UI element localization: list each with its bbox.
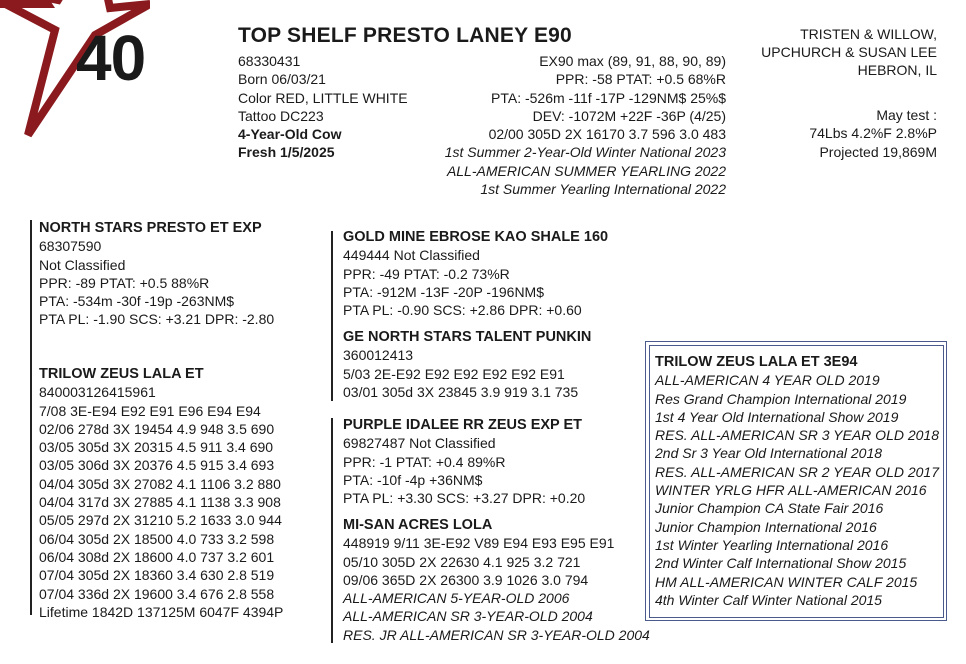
awards-content [655, 353, 939, 609]
dam-sire-name: PURPLE IDALEE RR ZEUS EXP ET [343, 417, 583, 433]
animal-name: TOP SHELF PRESTO LANEY E90 [238, 24, 572, 47]
dam-line: 04/04 305d 3X 27082 4.1 1106 3.2 880 [39, 475, 281, 492]
sire-dam-line: 360012413 [343, 347, 414, 364]
owner-line: UPCHURCH & SUSAN LEE [761, 44, 937, 60]
award-item: WINTER YRLG HFR ALL-AMERICAN 2016 [655, 482, 927, 499]
award-item: 2nd Winter Calf International Show 2015 [655, 555, 907, 572]
dam-section [39, 365, 283, 621]
dam-name: TRILOW ZEUS LALA ET [39, 366, 204, 382]
award-line: ALL-AMERICAN SUMMER YEARLING 2022 [446, 162, 726, 179]
animal-details [238, 52, 408, 162]
test-label: May test : [876, 107, 937, 123]
sire-line: Not Classified [39, 256, 126, 273]
sire-dam-section [343, 328, 591, 401]
sire-sire-line: PTA PL: -0.90 SCS: +2.86 DPR: +0.60 [343, 302, 582, 319]
sire-sire-line: PTA: -912M -13F -20P -196NM$ [343, 283, 545, 300]
dam-line: 07/04 336d 2X 19600 3.4 676 2.8 558 [39, 585, 275, 602]
dam-dam-award: ALL-AMERICAN SR 3-YEAR-OLD 2004 [343, 608, 593, 625]
sire-line: PTA: -534m -30f -19p -263NM$ [39, 293, 235, 310]
award-item: ALL-AMERICAN 4 YEAR OLD 2019 [655, 372, 880, 389]
sire-name: NORTH STARS PRESTO ET EXP [39, 220, 262, 236]
classification: EX90 max (89, 91, 88, 90, 89) [539, 53, 726, 69]
award-item: 1st Winter Yearling International 2016 [655, 536, 889, 553]
dam-dam-line: 05/10 305D 2X 22630 4.1 925 3.2 721 [343, 553, 581, 570]
award-item: 4th Winter Calf Winter National 2015 [655, 591, 882, 608]
dam-sire-line: PTA: -10f -4p +36NM$ [343, 471, 483, 488]
pedigree-line-sire [331, 231, 333, 401]
dam-line: 02/06 278d 3X 19454 4.9 948 3.5 690 [39, 420, 275, 437]
dev-line: DEV: -1072M +22F -36P (4/25) [532, 107, 726, 124]
dam-dam-award: RES. JR ALL-AMERICAN SR 3-YEAR-OLD 2004 [343, 626, 650, 643]
record-line: 02/00 305D 2X 16170 3.7 596 3.0 483 [488, 126, 726, 143]
award-item: RES. ALL-AMERICAN SR 2 YEAR OLD 2017 [655, 463, 939, 480]
award-item: Res Grand Champion International 2019 [655, 390, 907, 407]
dam-dam-line: 09/06 365D 2X 26300 3.9 1026 3.0 794 [343, 571, 589, 588]
award-line: 1st Summer Yearling International 2022 [480, 181, 726, 198]
sire-section [39, 219, 274, 329]
dam-dam-name: MI-SAN ACRES LOLA [343, 517, 493, 533]
award-line: 1st Summer 2-Year-Old Winter National 2023 [444, 144, 726, 161]
sire-dam-name: GE NORTH STARS TALENT PUNKIN [343, 329, 592, 345]
dam-line: 04/04 317d 3X 27885 4.1 1138 3.3 908 [39, 494, 281, 511]
dam-sire-section [343, 416, 585, 507]
ppr-line: PPR: -58 PTAT: +0.5 68%R [555, 71, 726, 88]
registration-number: 68330431 [238, 53, 301, 69]
award-item: HM ALL-AMERICAN WINTER CALF 2015 [655, 573, 918, 590]
owner-line: TRISTEN & WILLOW, [800, 26, 937, 42]
dam-line: 06/04 305d 2X 18500 4.0 733 3.2 598 [39, 530, 275, 547]
color: Color RED, LITTLE WHITE [238, 89, 408, 106]
sire-line: 68307590 [39, 238, 102, 255]
projected-milk: Projected 19,869M [819, 143, 937, 160]
dam-line: 03/05 306d 3X 20376 4.5 915 3.4 693 [39, 457, 275, 474]
dam-line: 06/04 308d 2X 18600 4.0 737 3.2 601 [39, 548, 275, 565]
sire-sire-line: 449444 Not Classified [343, 247, 480, 264]
dam-line: 07/04 305d 2X 18360 3.4 630 2.8 519 [39, 567, 275, 584]
lot-number: 40 [76, 22, 146, 94]
sire-sire-section [343, 228, 608, 319]
pta-line: PTA: -526m -11f -17P -129NM$ 25%$ [491, 89, 726, 106]
awards-title: TRILOW ZEUS LALA ET 3E94 [655, 354, 858, 370]
fresh-date: Fresh 1/5/2025 [238, 144, 335, 161]
test-info [809, 106, 937, 161]
dam-line: 840003126415961 [39, 384, 156, 401]
animal-stats [445, 52, 726, 198]
award-item: Junior Champion International 2016 [655, 518, 877, 535]
pedigree-line-left [30, 220, 32, 615]
sire-sire-name: GOLD MINE EBROSE KAO SHALE 160 [343, 229, 609, 245]
test-result: 74Lbs 4.2%F 2.8%P [809, 125, 937, 142]
tattoo: Tattoo DC223 [238, 107, 324, 124]
award-item: RES. ALL-AMERICAN SR 3 YEAR OLD 2018 [655, 427, 939, 444]
dam-line: 7/08 3E-E94 E92 E91 E96 E94 E94 [39, 402, 261, 419]
dam-dam-section [343, 516, 650, 644]
sire-sire-line: PPR: -49 PTAT: -0.2 73%R [343, 265, 510, 282]
birth-date: Born 06/03/21 [238, 71, 326, 88]
sire-dam-line: 03/01 305d 3X 23845 3.9 919 3.1 735 [343, 383, 579, 400]
dam-dam-line: 448919 9/11 3E-E92 V89 E94 E93 E95 E91 [343, 535, 615, 552]
sire-line: PPR: -89 PTAT: +0.5 88%R [39, 274, 210, 291]
dam-sire-line: PPR: -1 PTAT: +0.4 89%R [343, 453, 506, 470]
dam-sire-line: 69827487 Not Classified [343, 435, 496, 452]
sire-line: PTA PL: -1.90 SCS: +3.21 DPR: -2.80 [39, 311, 275, 328]
owner-location: HEBRON, IL [857, 62, 937, 78]
dam-line: 03/05 305d 3X 20315 4.5 911 3.4 690 [39, 439, 274, 456]
sire-dam-line: 5/03 2E-E92 E92 E92 E92 E92 E91 [343, 365, 565, 382]
dam-line: 05/05 297d 2X 31210 5.2 1633 3.0 944 [39, 512, 282, 529]
pedigree-line-dam [331, 418, 333, 643]
award-item: Junior Champion CA State Fair 2016 [655, 500, 884, 517]
dam-sire-line: PTA PL: +3.30 SCS: +3.27 DPR: +0.20 [343, 490, 586, 507]
age-class: 4-Year-Old Cow [238, 126, 342, 143]
owner-info [761, 25, 937, 79]
dam-lifetime: Lifetime 1842D 137125M 6047F 4394P [39, 603, 284, 620]
dam-dam-award: ALL-AMERICAN 5-YEAR-OLD 2006 [343, 590, 570, 607]
award-item: 2nd Sr 3 Year Old International 2018 [655, 445, 883, 462]
award-item: 1st 4 Year Old International Show 2019 [655, 408, 899, 425]
